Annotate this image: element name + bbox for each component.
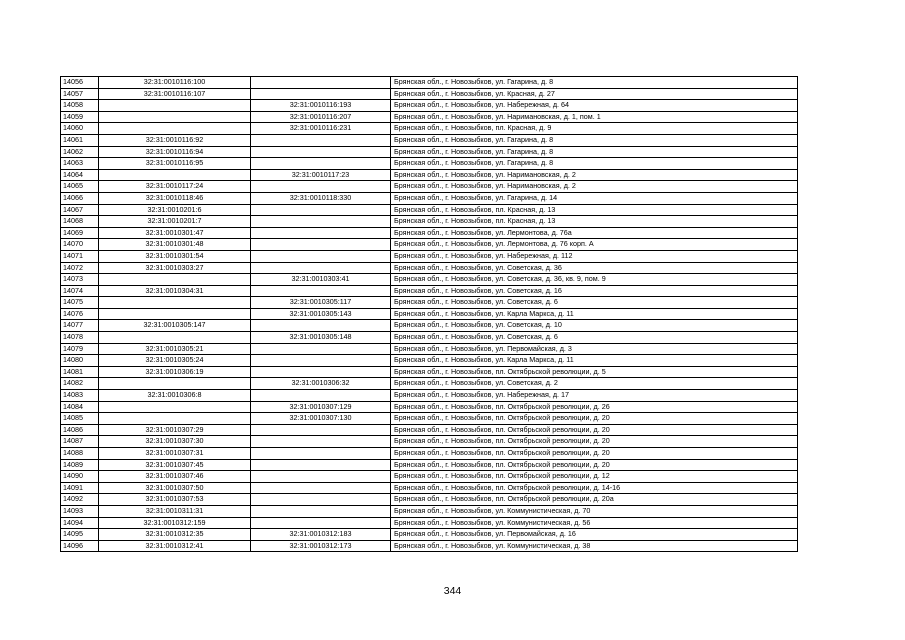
table-row: [61, 88, 798, 100]
address-cell: Брянская обл., г. Новозыбков, ул. Набережная, д. 64: [391, 100, 798, 112]
address-cell: Брянская обл., г. Новозыбков, пл. Октябрьской революции, д. 20: [391, 448, 798, 460]
table-row: [61, 540, 798, 552]
cadastral-number-secondary-cell: [251, 204, 391, 216]
table-row: [61, 111, 798, 123]
row-number-cell: 14074: [61, 285, 99, 297]
cadastral-number-secondary-cell: [251, 262, 391, 274]
cadastral-number-cell: 32:31:0010301:47: [99, 227, 251, 239]
cadastral-number-cell: 32:31:0010301:54: [99, 250, 251, 262]
row-number-cell: 14096: [61, 540, 99, 552]
row-number-cell: 14065: [61, 181, 99, 193]
row-number-cell: 14079: [61, 343, 99, 355]
cadastral-number-cell: 32:31:0010312:159: [99, 517, 251, 529]
cadastral-number-cell: 32:31:0010116:100: [99, 77, 251, 89]
table-row: [61, 378, 798, 390]
cadastral-number-cell: 32:31:0010305:21: [99, 343, 251, 355]
table-row: [61, 285, 798, 297]
row-number-cell: 14069: [61, 227, 99, 239]
row-number-cell: 14084: [61, 401, 99, 413]
property-registry-table: [60, 76, 798, 552]
cadastral-number-cell: 32:31:0010307:46: [99, 471, 251, 483]
row-number-cell: 14081: [61, 366, 99, 378]
cadastral-number-secondary-cell: [251, 227, 391, 239]
cadastral-number-secondary-cell: [251, 285, 391, 297]
table-row: [61, 517, 798, 529]
cadastral-number-secondary-cell: [251, 471, 391, 483]
address-cell: Брянская обл., г. Новозыбков, ул. Гагарина, д. 8: [391, 77, 798, 89]
cadastral-number-secondary-cell: [251, 216, 391, 228]
table-row: [61, 529, 798, 541]
table-row: [61, 216, 798, 228]
table-row: [61, 505, 798, 517]
row-number-cell: 14087: [61, 436, 99, 448]
cadastral-number-cell: [99, 274, 251, 286]
row-number-cell: 14060: [61, 123, 99, 135]
cadastral-number-secondary-cell: 32:31:0010306:32: [251, 378, 391, 390]
cadastral-number-cell: 32:31:0010116:94: [99, 146, 251, 158]
cadastral-number-secondary-cell: [251, 320, 391, 332]
address-cell: Брянская обл., г. Новозыбков, пл. Октябрьской революции, д. 12: [391, 471, 798, 483]
address-cell: Брянская обл., г. Новозыбков, пл. Красная, д. 13: [391, 216, 798, 228]
address-cell: Брянская обл., г. Новозыбков, пл. Октябрьской революции, д. 20: [391, 459, 798, 471]
cadastral-number-secondary-cell: [251, 134, 391, 146]
table-row: [61, 100, 798, 112]
cadastral-number-secondary-cell: 32:31:0010312:173: [251, 540, 391, 552]
address-cell: Брянская обл., г. Новозыбков, ул. Лермонтова, д. 76 корп. А: [391, 239, 798, 251]
row-number-cell: 14063: [61, 158, 99, 170]
registry-table-body: [61, 77, 798, 552]
cadastral-number-cell: [99, 332, 251, 344]
cadastral-number-cell: 32:31:0010307:31: [99, 448, 251, 460]
row-number-cell: 14057: [61, 88, 99, 100]
cadastral-number-cell: 32:31:0010304:31: [99, 285, 251, 297]
row-number-cell: 14094: [61, 517, 99, 529]
cadastral-number-cell: 32:31:0010307:53: [99, 494, 251, 506]
cadastral-number-secondary-cell: [251, 482, 391, 494]
table-row: [61, 482, 798, 494]
cadastral-number-cell: 32:31:0010307:45: [99, 459, 251, 471]
address-cell: Брянская обл., г. Новозыбков, ул. Коммунистическая, д. 38: [391, 540, 798, 552]
cadastral-number-cell: 32:31:0010118:46: [99, 192, 251, 204]
cadastral-number-secondary-cell: [251, 355, 391, 367]
cadastral-number-cell: 32:31:0010311:31: [99, 505, 251, 517]
address-cell: Брянская обл., г. Новозыбков, ул. Гагарина, д. 8: [391, 146, 798, 158]
row-number-cell: 14089: [61, 459, 99, 471]
table-row: [61, 494, 798, 506]
row-number-cell: 14083: [61, 390, 99, 402]
table-row: [61, 401, 798, 413]
cadastral-number-secondary-cell: 32:31:0010117:23: [251, 169, 391, 181]
table-row: [61, 413, 798, 425]
cadastral-number-secondary-cell: [251, 494, 391, 506]
address-cell: Брянская обл., г. Новозыбков, ул. Советская, д. 10: [391, 320, 798, 332]
cadastral-number-secondary-cell: [251, 448, 391, 460]
table-row: [61, 77, 798, 89]
address-cell: Брянская обл., г. Новозыбков, ул. Коммунистическая, д. 56: [391, 517, 798, 529]
cadastral-number-cell: 32:31:0010116:95: [99, 158, 251, 170]
cadastral-number-secondary-cell: 32:31:0010307:129: [251, 401, 391, 413]
table-row: [61, 436, 798, 448]
row-number-cell: 14064: [61, 169, 99, 181]
address-cell: Брянская обл., г. Новозыбков, пл. Октябрьской революции, д. 20: [391, 424, 798, 436]
cadastral-number-cell: 32:31:0010305:147: [99, 320, 251, 332]
address-cell: Брянская обл., г. Новозыбков, ул. Первомайская, д. 16: [391, 529, 798, 541]
cadastral-number-cell: [99, 297, 251, 309]
table-row: [61, 181, 798, 193]
row-number-cell: 14082: [61, 378, 99, 390]
row-number-cell: 14066: [61, 192, 99, 204]
table-row: [61, 320, 798, 332]
address-cell: Брянская обл., г. Новозыбков, ул. Советская, д. 6: [391, 332, 798, 344]
address-cell: Брянская обл., г. Новозыбков, ул. Лермонтова, д. 76а: [391, 227, 798, 239]
table-row: [61, 134, 798, 146]
table-row: [61, 355, 798, 367]
cadastral-number-cell: 32:31:0010303:27: [99, 262, 251, 274]
address-cell: Брянская обл., г. Новозыбков, пл. Октябрьской революции, д. 20а: [391, 494, 798, 506]
address-cell: Брянская обл., г. Новозыбков, ул. Карла Маркса, д. 11: [391, 355, 798, 367]
cadastral-number-secondary-cell: [251, 424, 391, 436]
cadastral-number-secondary-cell: 32:31:0010303:41: [251, 274, 391, 286]
address-cell: Брянская обл., г. Новозыбков, ул. Наримановская, д. 2: [391, 181, 798, 193]
cadastral-number-secondary-cell: 32:31:0010305:148: [251, 332, 391, 344]
cadastral-number-cell: 32:31:0010306:19: [99, 366, 251, 378]
table-row: [61, 459, 798, 471]
address-cell: Брянская обл., г. Новозыбков, ул. Наримановская, д. 2: [391, 169, 798, 181]
cadastral-number-cell: 32:31:0010201:7: [99, 216, 251, 228]
cadastral-number-cell: 32:31:0010306:8: [99, 390, 251, 402]
address-cell: Брянская обл., г. Новозыбков, ул. Гагарина, д. 8: [391, 158, 798, 170]
cadastral-number-secondary-cell: [251, 158, 391, 170]
address-cell: Брянская обл., г. Новозыбков, ул. Гагарина, д. 8: [391, 134, 798, 146]
row-number-cell: 14071: [61, 250, 99, 262]
table-row: [61, 448, 798, 460]
table-row: [61, 146, 798, 158]
cadastral-number-cell: 32:31:0010307:29: [99, 424, 251, 436]
row-number-cell: 14062: [61, 146, 99, 158]
row-number-cell: 14078: [61, 332, 99, 344]
row-number-cell: 14075: [61, 297, 99, 309]
cadastral-number-cell: 32:31:0010201:6: [99, 204, 251, 216]
cadastral-number-secondary-cell: 32:31:0010312:183: [251, 529, 391, 541]
address-cell: Брянская обл., г. Новозыбков, пл. Октябрьской революции, д. 20: [391, 436, 798, 448]
cadastral-number-secondary-cell: [251, 436, 391, 448]
address-cell: Брянская обл., г. Новозыбков, ул. Советская, д. 2: [391, 378, 798, 390]
cadastral-number-secondary-cell: [251, 250, 391, 262]
cadastral-number-secondary-cell: 32:31:0010116:231: [251, 123, 391, 135]
cadastral-number-cell: 32:31:0010117:24: [99, 181, 251, 193]
address-cell: Брянская обл., г. Новозыбков, ул. Карла Маркса, д. 11: [391, 308, 798, 320]
table-row: [61, 274, 798, 286]
cadastral-number-secondary-cell: [251, 239, 391, 251]
cadastral-number-cell: [99, 100, 251, 112]
table-row: [61, 262, 798, 274]
cadastral-number-secondary-cell: 32:31:0010118:330: [251, 192, 391, 204]
row-number-cell: 14059: [61, 111, 99, 123]
table-row: [61, 169, 798, 181]
address-cell: Брянская обл., г. Новозыбков, ул. Наримановская, д. 1, пом. 1: [391, 111, 798, 123]
cadastral-number-cell: [99, 413, 251, 425]
cadastral-number-cell: 32:31:0010307:30: [99, 436, 251, 448]
cadastral-number-secondary-cell: [251, 390, 391, 402]
address-cell: Брянская обл., г. Новозыбков, ул. Гагарина, д. 14: [391, 192, 798, 204]
row-number-cell: 14091: [61, 482, 99, 494]
address-cell: Брянская обл., г. Новозыбков, ул. Набережная, д. 112: [391, 250, 798, 262]
cadastral-number-secondary-cell: 32:31:0010305:117: [251, 297, 391, 309]
table-row: [61, 227, 798, 239]
row-number-cell: 14058: [61, 100, 99, 112]
table-row: [61, 390, 798, 402]
address-cell: Брянская обл., г. Новозыбков, пл. Октябрьской революции, д. 14-16: [391, 482, 798, 494]
cadastral-number-secondary-cell: 32:31:0010116:193: [251, 100, 391, 112]
cadastral-number-secondary-cell: 32:31:0010307:130: [251, 413, 391, 425]
cadastral-number-cell: [99, 169, 251, 181]
address-cell: Брянская обл., г. Новозыбков, ул. Первомайская, д. 3: [391, 343, 798, 355]
cadastral-number-secondary-cell: [251, 366, 391, 378]
table-row: [61, 204, 798, 216]
row-number-cell: 14086: [61, 424, 99, 436]
table-row: [61, 250, 798, 262]
table-row: [61, 471, 798, 483]
table-row: [61, 424, 798, 436]
row-number-cell: 14061: [61, 134, 99, 146]
address-cell: Брянская обл., г. Новозыбков, ул. Набережная, д. 17: [391, 390, 798, 402]
page-number: 344: [443, 585, 462, 597]
address-cell: Брянская обл., г. Новозыбков, ул. Советская, д. 36: [391, 262, 798, 274]
row-number-cell: 14077: [61, 320, 99, 332]
cadastral-number-cell: [99, 308, 251, 320]
table-row: [61, 239, 798, 251]
address-cell: Брянская обл., г. Новозыбков, ул. Коммунистическая, д. 70: [391, 505, 798, 517]
address-cell: Брянская обл., г. Новозыбков, пл. Красная, д. 13: [391, 204, 798, 216]
table-row: [61, 297, 798, 309]
table-row: [61, 123, 798, 135]
cadastral-number-cell: [99, 111, 251, 123]
address-cell: Брянская обл., г. Новозыбков, ул. Советская, д. 6: [391, 297, 798, 309]
cadastral-number-cell: 32:31:0010312:41: [99, 540, 251, 552]
table-row: [61, 332, 798, 344]
cadastral-number-cell: [99, 401, 251, 413]
row-number-cell: 14068: [61, 216, 99, 228]
table-row: [61, 343, 798, 355]
row-number-cell: 14080: [61, 355, 99, 367]
cadastral-number-cell: 32:31:0010116:92: [99, 134, 251, 146]
row-number-cell: 14073: [61, 274, 99, 286]
cadastral-number-secondary-cell: [251, 343, 391, 355]
table-row: [61, 366, 798, 378]
row-number-cell: 14070: [61, 239, 99, 251]
cadastral-number-secondary-cell: 32:31:0010305:143: [251, 308, 391, 320]
row-number-cell: 14067: [61, 204, 99, 216]
cadastral-number-cell: 32:31:0010116:107: [99, 88, 251, 100]
row-number-cell: 14090: [61, 471, 99, 483]
cadastral-number-secondary-cell: [251, 146, 391, 158]
row-number-cell: 14092: [61, 494, 99, 506]
table-row: [61, 158, 798, 170]
row-number-cell: 14056: [61, 77, 99, 89]
address-cell: Брянская обл., г. Новозыбков, ул. Советская, д. 36, кв. 9, пом. 9: [391, 274, 798, 286]
address-cell: Брянская обл., г. Новозыбков, пл. Октябрьской революции, д. 26: [391, 401, 798, 413]
table-row: [61, 192, 798, 204]
cadastral-number-cell: [99, 123, 251, 135]
address-cell: Брянская обл., г. Новозыбков, пл. Октябрьской революции, д. 20: [391, 413, 798, 425]
cadastral-number-cell: 32:31:0010307:50: [99, 482, 251, 494]
row-number-cell: 14072: [61, 262, 99, 274]
cadastral-number-cell: 32:31:0010305:24: [99, 355, 251, 367]
address-cell: Брянская обл., г. Новозыбков, пл. Красная, д. 9: [391, 123, 798, 135]
cadastral-number-secondary-cell: [251, 181, 391, 193]
cadastral-number-secondary-cell: [251, 77, 391, 89]
address-cell: Брянская обл., г. Новозыбков, ул. Советская, д. 16: [391, 285, 798, 297]
row-number-cell: 14095: [61, 529, 99, 541]
cadastral-number-cell: [99, 378, 251, 390]
table-row: [61, 308, 798, 320]
address-cell: Брянская обл., г. Новозыбков, пл. Октябрьской революции, д. 5: [391, 366, 798, 378]
row-number-cell: 14076: [61, 308, 99, 320]
row-number-cell: 14085: [61, 413, 99, 425]
cadastral-number-secondary-cell: 32:31:0010116:207: [251, 111, 391, 123]
cadastral-number-secondary-cell: [251, 459, 391, 471]
cadastral-number-secondary-cell: [251, 88, 391, 100]
address-cell: Брянская обл., г. Новозыбков, ул. Красная, д. 27: [391, 88, 798, 100]
cadastral-number-secondary-cell: [251, 517, 391, 529]
cadastral-number-secondary-cell: [251, 505, 391, 517]
row-number-cell: 14088: [61, 448, 99, 460]
cadastral-number-cell: 32:31:0010301:48: [99, 239, 251, 251]
row-number-cell: 14093: [61, 505, 99, 517]
cadastral-number-cell: 32:31:0010312:35: [99, 529, 251, 541]
